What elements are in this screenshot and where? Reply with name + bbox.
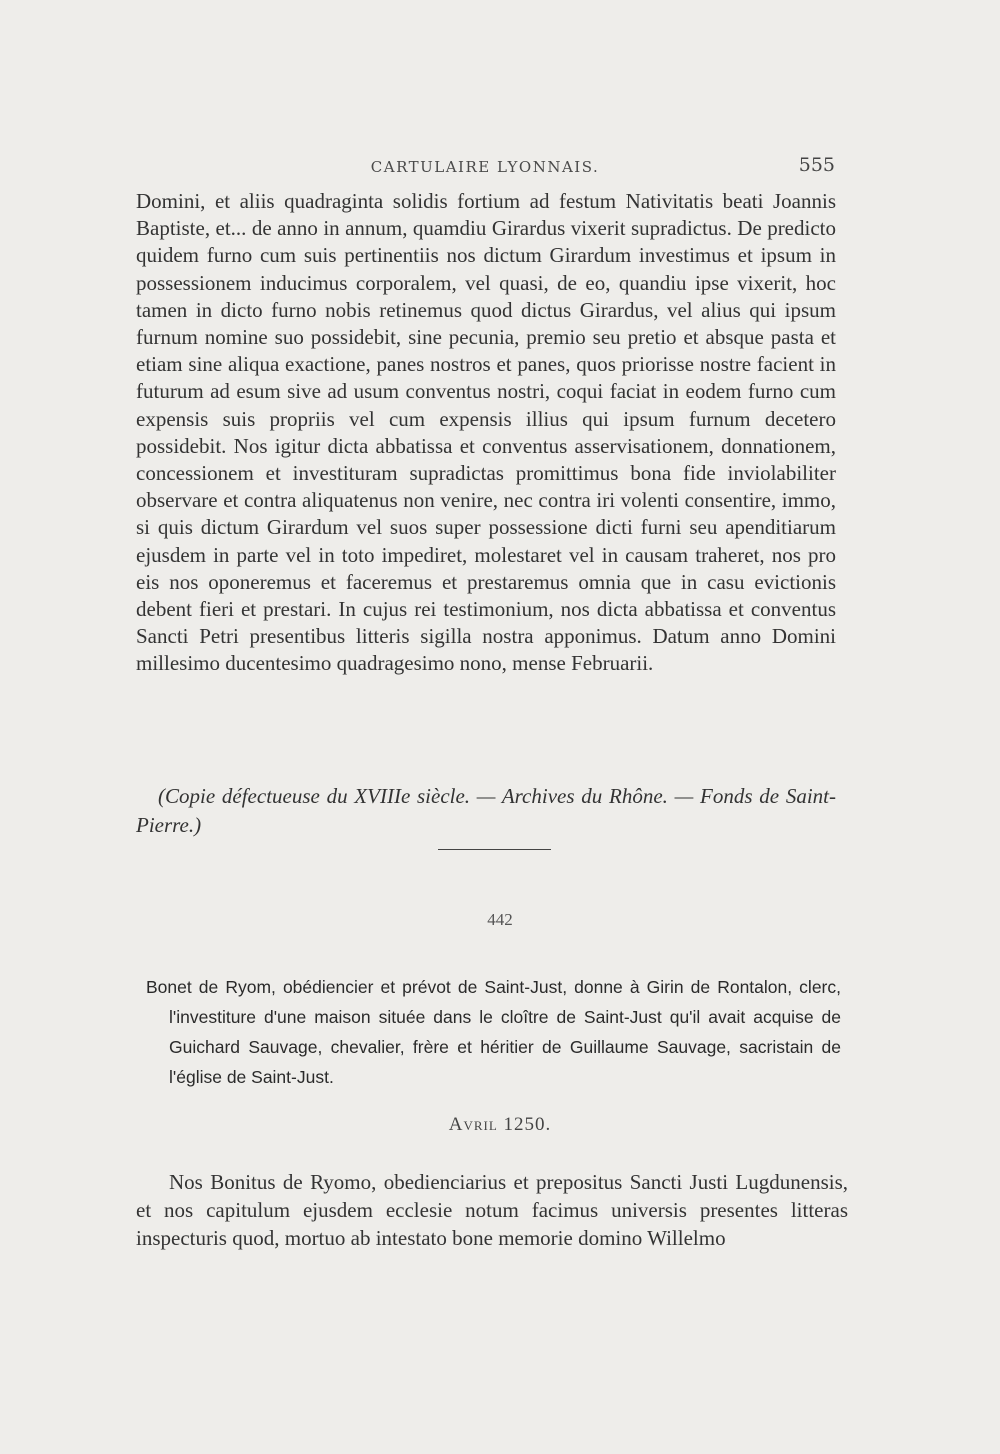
act-summary: Bonet de Ryom, obédiencier et prévot de Saint-Just, donne à Girin de Rontalon, clerc, l'investiture d'une maison située dans le cloître de Saint-Just qu'il avait acquise de Guichard Sauvage, chevalier, frère et héritier de Guillaume Sauvage, sacristain de l'église de Saint-Just.	[146, 977, 841, 1087]
section-separator	[438, 849, 551, 850]
continuation-paragraph: Domini, et aliis quadraginta solidis fortium ad festum Nativitatis beati Joannis Baptiste, et... de anno in annum, quamdiu Girardus vixerit supradictus. De predicto quidem furno cum suis pertinentiis nos dictum Girardum investimus et ipsum in possessionem inducimus corporalem, vel quasi, de eo, quandiu ipse vixerit, hoc tamen in dicto furno nobis retinemus quod dictus Girardus, vel alius qui ipsum furnum nomine suo possidebit, sine pecunia, premio seu pretio et absque pasta et etiam sine aliqua exactione, panes nostros et panes, quos priorisse nostre facient in futurum ad esum sive ad usum conventus nostri, coqui faciat in eodem furno cum expensis suis propriis vel cum expensis illius qui ipsum furnum decetero possidebit. Nos igitur dicta abbatissa et conventus asservisationem, donnationem, concessionem et investituram supradictas promittimus bona fide inviolabiliter observare et contra aliquatenus non venire, nec contra iri volenti consentire, immo, si quis dictum Girardum vel suos super possessione dicti furni seu apenditiarum ejusdem in parte vel in toto impediret, molestaret vel in causam traheret, nos pro eis nos oponeremus et faceremus et prestaremus omnia que in casu evictionis debent fieri et prestari. In cujus rei testimonium, nos dicta abbatissa et conventus Sancti Petri presentibus litteris sigilla nostra apponimus. Datum anno Domini millesimo ducentesimo quadragesimo nono, mense Februarii.	[136, 189, 836, 676]
page-number: 555	[798, 154, 835, 176]
charter-text: Nos Bonitus de Ryomo, obedienciarius et prepositus Sancti Justi Lugdunensis, et nos capitulum ejusdem ecclesie notum facimus universis presentes litteras inspecturis quod, mortuo ab intestato bone memorie domino Willelmo	[136, 1170, 848, 1250]
running-title: CARTULAIRE LYONNAIS.	[370, 158, 600, 176]
source-note: (Copie défectueuse du XVIIIe siècle. — Archives du Rhône. — Fonds de Saint-Pierre.)	[136, 784, 836, 837]
act-number: 442	[487, 910, 513, 929]
act-date: Avril 1250.	[448, 1114, 552, 1135]
running-header	[135, 152, 835, 182]
